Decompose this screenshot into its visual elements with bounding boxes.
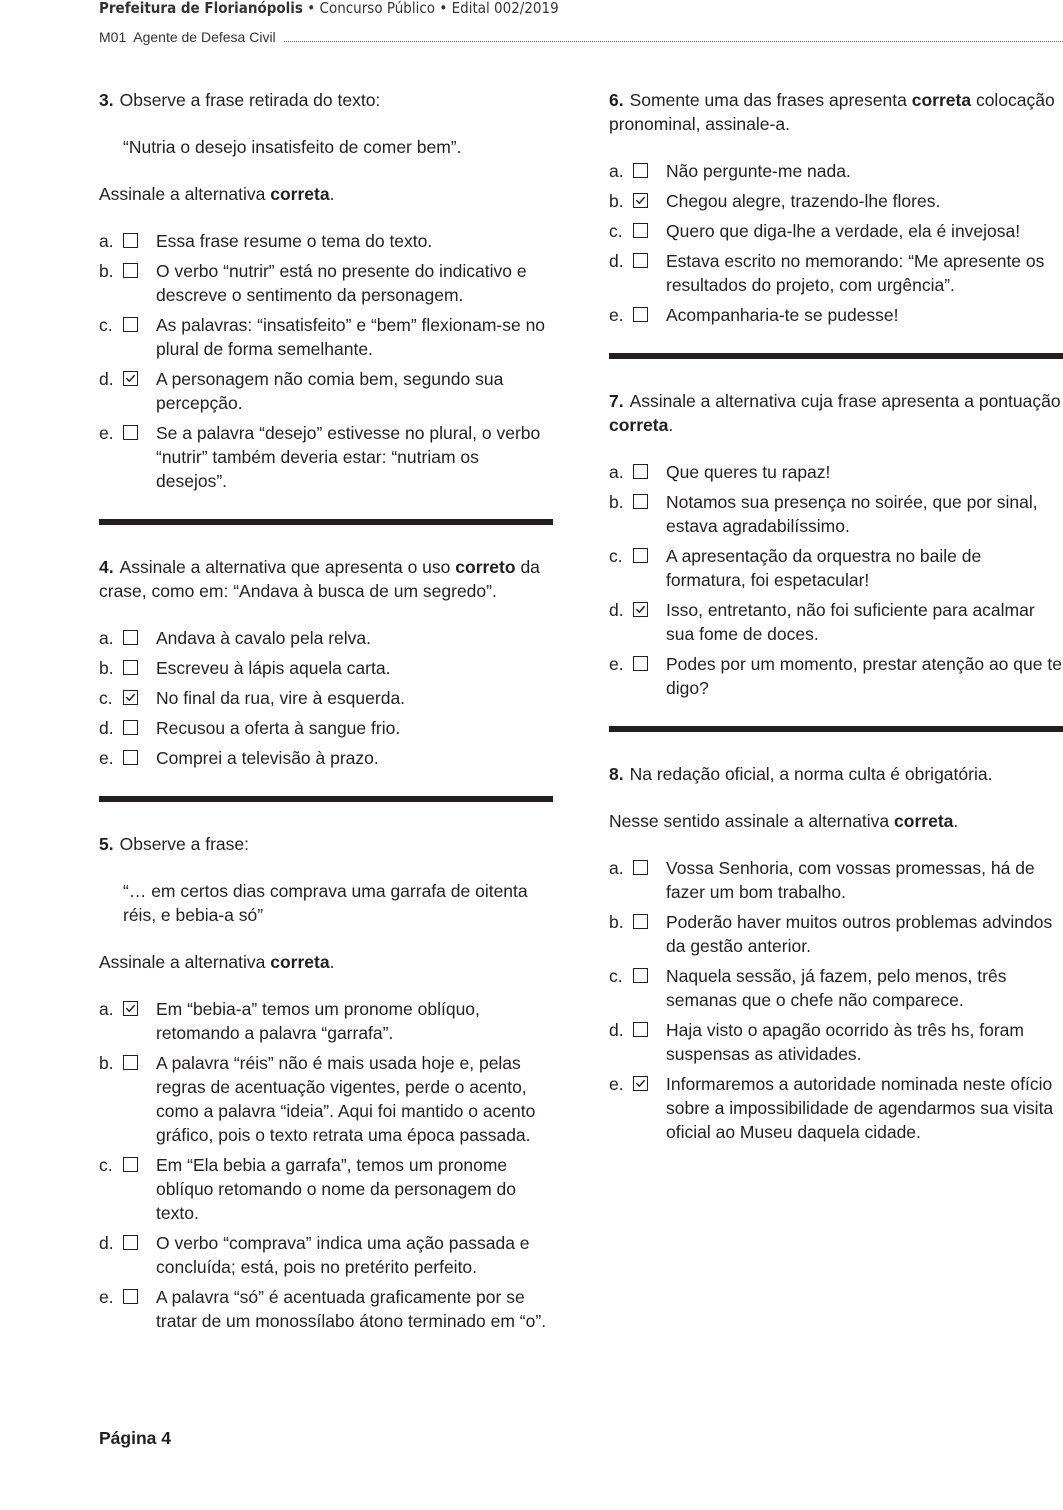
option-text: Poderão haver muitos outros problemas advindos da gestão anterior. <box>666 912 1053 956</box>
option-a[interactable] <box>609 159 1063 183</box>
option-e[interactable] <box>99 421 553 493</box>
header-contest: Concurso Público <box>319 0 436 17</box>
checkbox-icon[interactable] <box>633 253 648 268</box>
section-divider <box>609 353 1063 359</box>
option-letter: a. <box>609 858 624 878</box>
option-text: Andava à cavalo pela relva. <box>156 628 371 648</box>
option-letter: e. <box>609 1074 624 1094</box>
checkbox-icon[interactable] <box>633 464 648 479</box>
option-d[interactable] <box>99 1231 553 1279</box>
checkbox-icon[interactable] <box>633 163 648 178</box>
option-a[interactable] <box>99 229 553 253</box>
option-letter: d. <box>609 1020 624 1040</box>
checked-checkbox-icon[interactable] <box>123 690 138 705</box>
option-text: A personagem não comia bem, segundo sua percepção. <box>156 369 504 413</box>
checkbox-icon[interactable] <box>123 1235 138 1250</box>
option-letter: b. <box>609 912 624 932</box>
left-column <box>99 88 553 1339</box>
option-letter: d. <box>99 1233 114 1253</box>
option-e[interactable] <box>99 1285 553 1333</box>
option-c[interactable] <box>609 544 1063 592</box>
question-quote: “… em certos dias comprava uma garrafa de oitenta réis, e bebia-a só” <box>123 881 528 925</box>
option-text: A palavra “só” é acentuada graficamente por se tratar de um monossílabo átono terminado em “o”. <box>156 1287 547 1331</box>
option-text: O verbo “nutrir” está no presente do indicativo e descreve o sentimento da personagem. <box>156 261 527 305</box>
option-letter: b. <box>609 492 624 512</box>
options-list <box>609 159 1063 327</box>
option-text: Comprei a televisão à prazo. <box>156 748 379 768</box>
checkbox-icon[interactable] <box>633 223 648 238</box>
options-list <box>99 626 553 770</box>
option-letter: c. <box>99 1155 113 1175</box>
checkbox-icon[interactable] <box>123 233 138 248</box>
option-letter: c. <box>609 546 623 566</box>
option-letter: b. <box>99 1053 114 1073</box>
header-org: Prefeitura de Florianópolis <box>99 0 303 17</box>
checkbox-icon[interactable] <box>633 494 648 509</box>
question-6 <box>609 88 1063 327</box>
checkbox-icon[interactable] <box>633 860 648 875</box>
option-b[interactable] <box>609 490 1063 538</box>
option-text: Não pergunte-me nada. <box>666 161 851 181</box>
option-letter: b. <box>609 191 624 211</box>
checkbox-icon[interactable] <box>123 720 138 735</box>
option-b[interactable] <box>99 259 553 307</box>
option-letter: c. <box>609 966 623 986</box>
option-text: A apresentação da orquestra no baile de formatura, foi espetacular! <box>666 546 982 590</box>
checked-checkbox-icon[interactable] <box>633 602 648 617</box>
option-b[interactable] <box>99 656 553 680</box>
checkbox-icon[interactable] <box>633 1022 648 1037</box>
option-c[interactable] <box>99 1153 553 1225</box>
question-title: 5. Observe a frase: <box>99 834 249 854</box>
option-a[interactable] <box>99 626 553 650</box>
section-divider <box>99 796 553 802</box>
header-role: Agente de Defesa Civil <box>133 29 276 45</box>
question-title: 6. Somente uma das frases apresenta correta colocação pronominal, assinale-a. <box>609 90 1055 134</box>
option-text: Quero que diga-lhe a verdade, ela é invejosa! <box>666 221 1021 241</box>
option-letter: d. <box>609 251 624 271</box>
option-text: Em “Ela bebia a garrafa”, temos um pronome oblíquo retomando o nome da personagem do texto. <box>156 1155 516 1223</box>
option-text: Chegou alegre, trazendo-lhe flores. <box>666 191 941 211</box>
question-quote: “Nutria o desejo insatisfeito de comer bem”. <box>123 137 462 157</box>
checkbox-icon[interactable] <box>633 307 648 322</box>
option-letter: a. <box>99 628 114 648</box>
option-text: Que queres tu rapaz! <box>666 462 831 482</box>
option-letter: c. <box>99 688 113 708</box>
options-list <box>99 997 553 1333</box>
option-letter: a. <box>99 999 114 1019</box>
header-dotted-leader <box>284 32 1063 42</box>
option-text: Informaremos a autoridade nominada neste ofício sobre a impossibilidade de agendarmos sua visita oficial ao Museu daquela cidade. <box>666 1074 1054 1142</box>
option-text: Escreveu à lápis aquela carta. <box>156 658 391 678</box>
question-7 <box>609 389 1063 700</box>
option-text: Recusou a oferta à sangue frio. <box>156 718 401 738</box>
checkbox-icon[interactable] <box>123 660 138 675</box>
checkbox-icon[interactable] <box>123 1055 138 1070</box>
checkbox-icon[interactable] <box>123 750 138 765</box>
right-column <box>609 88 1063 1150</box>
option-d[interactable] <box>609 249 1063 297</box>
option-d[interactable] <box>609 598 1063 646</box>
option-c[interactable] <box>609 219 1063 243</box>
option-text: O verbo “comprava” indica uma ação passada e concluída; está, pois no pretérito perfeito. <box>156 1233 530 1277</box>
page-number: Página 4 <box>99 1428 171 1448</box>
option-c[interactable] <box>99 313 553 361</box>
option-letter: d. <box>99 369 114 389</box>
question-title: 8. Na redação oficial, a norma culta é obrigatória. <box>609 764 993 784</box>
question-8 <box>609 762 1063 1144</box>
checkbox-icon[interactable] <box>123 317 138 332</box>
option-text: Isso, entretanto, não foi suficiente para acalmar sua fome de doces. <box>666 600 1035 644</box>
section-divider <box>99 519 553 525</box>
question-title: 4. Assinale a alternativa que apresenta o uso correto da crase, como em: “Andava à busca de um segredo”. <box>99 557 540 601</box>
option-e[interactable] <box>609 652 1063 700</box>
checked-checkbox-icon[interactable] <box>123 371 138 386</box>
checkbox-icon[interactable] <box>633 914 648 929</box>
question-instruction: Assinale a alternativa correta. <box>99 184 335 204</box>
option-letter: d. <box>609 600 624 620</box>
question-instruction: Assinale a alternativa correta. <box>99 952 335 972</box>
option-text: Essa frase resume o tema do texto. <box>156 231 433 251</box>
question-4 <box>99 555 553 770</box>
header-code: M01 <box>99 29 127 45</box>
option-letter: a. <box>99 231 114 251</box>
option-letter: b. <box>99 261 114 281</box>
option-letter: e. <box>99 1287 114 1307</box>
option-b[interactable] <box>99 1051 553 1147</box>
option-a[interactable] <box>609 856 1063 904</box>
option-text: Naquela sessão, já fazem, pelo menos, três semanas que o chefe não comparece. <box>666 966 1007 1010</box>
option-b[interactable] <box>609 189 1063 213</box>
checkbox-icon[interactable] <box>123 425 138 440</box>
options-list <box>609 460 1063 700</box>
option-letter: d. <box>99 718 114 738</box>
header-edital: Edital 002/2019 <box>451 0 559 17</box>
checkbox-icon[interactable] <box>633 656 648 671</box>
option-c[interactable] <box>609 964 1063 1012</box>
question-instruction: Nesse sentido assinale a alternativa correta. <box>609 811 959 831</box>
option-text: Podes por um momento, prestar atenção ao que te digo? <box>666 654 1062 698</box>
checked-checkbox-icon[interactable] <box>633 193 648 208</box>
options-list <box>99 229 553 493</box>
option-d[interactable] <box>99 716 553 740</box>
option-letter: e. <box>609 305 624 325</box>
option-a[interactable] <box>609 460 1063 484</box>
page-header <box>99 0 1063 46</box>
option-text: Se a palavra “desejo” estivesse no plural, o verbo “nutrir” também deveria estar: “nutriam os desejos”. <box>156 423 541 491</box>
option-a[interactable] <box>99 997 553 1045</box>
checked-checkbox-icon[interactable] <box>123 1001 138 1016</box>
option-e[interactable] <box>99 746 553 770</box>
option-e[interactable] <box>609 1072 1063 1144</box>
checked-checkbox-icon[interactable] <box>633 1076 648 1091</box>
option-letter: e. <box>609 654 624 674</box>
option-text: Acompanharia-te se pudesse! <box>666 305 899 325</box>
option-letter: c. <box>609 221 623 241</box>
option-text: Em “bebia-a” temos um pronome oblíquo, retomando a palavra “garrafa”. <box>156 999 480 1043</box>
option-c[interactable] <box>99 686 553 710</box>
checkbox-icon[interactable] <box>123 263 138 278</box>
option-e[interactable] <box>609 303 1063 327</box>
option-d[interactable] <box>609 1018 1063 1066</box>
option-text: Estava escrito no memorando: “Me apresente os resultados do projeto, com urgência”. <box>666 251 1045 295</box>
section-divider <box>609 726 1063 732</box>
option-text: As palavras: “insatisfeito” e “bem” flexionam-se no plural de forma semelhante. <box>156 315 546 359</box>
option-text: Notamos sua presença no soirée, que por sinal, estava agradabilíssimo. <box>666 492 1038 536</box>
checkbox-icon[interactable] <box>123 630 138 645</box>
checkbox-icon[interactable] <box>633 548 648 563</box>
option-text: Haja visto o apagão ocorrido às três hs, foram suspensas as atividades. <box>666 1020 1024 1064</box>
option-text: A palavra “réis” não é mais usada hoje e, pelas regras de acentuação vigentes, perde o acento, como a palavra “ideia”. Aqui foi mantido o acento gráfico, pois o texto retrata uma época passada. <box>156 1053 536 1145</box>
header-title: Prefeitura de Florianópolis • Concurso Público • Edital 002/2019 <box>99 0 559 17</box>
question-3 <box>99 88 553 493</box>
option-letter: a. <box>609 462 624 482</box>
checkbox-icon[interactable] <box>123 1289 138 1304</box>
option-letter: c. <box>99 315 113 335</box>
options-list <box>609 856 1063 1144</box>
option-d[interactable] <box>99 367 553 415</box>
checkbox-icon[interactable] <box>123 1157 138 1172</box>
question-5 <box>99 832 553 1333</box>
question-title: 7. Assinale a alternativa cuja frase apresenta a pontuação correta. <box>609 391 1061 435</box>
question-title: 3. Observe a frase retirada do texto: <box>99 90 381 110</box>
header-subtitle <box>99 28 1063 46</box>
option-b[interactable] <box>609 910 1063 958</box>
checkbox-icon[interactable] <box>633 968 648 983</box>
option-letter: b. <box>99 658 114 678</box>
option-text: No final da rua, vire à esquerda. <box>156 688 406 708</box>
option-letter: a. <box>609 161 624 181</box>
option-text: Vossa Senhoria, com vossas promessas, há de fazer um bom trabalho. <box>666 858 1035 902</box>
option-letter: e. <box>99 748 114 768</box>
option-letter: e. <box>99 423 114 443</box>
